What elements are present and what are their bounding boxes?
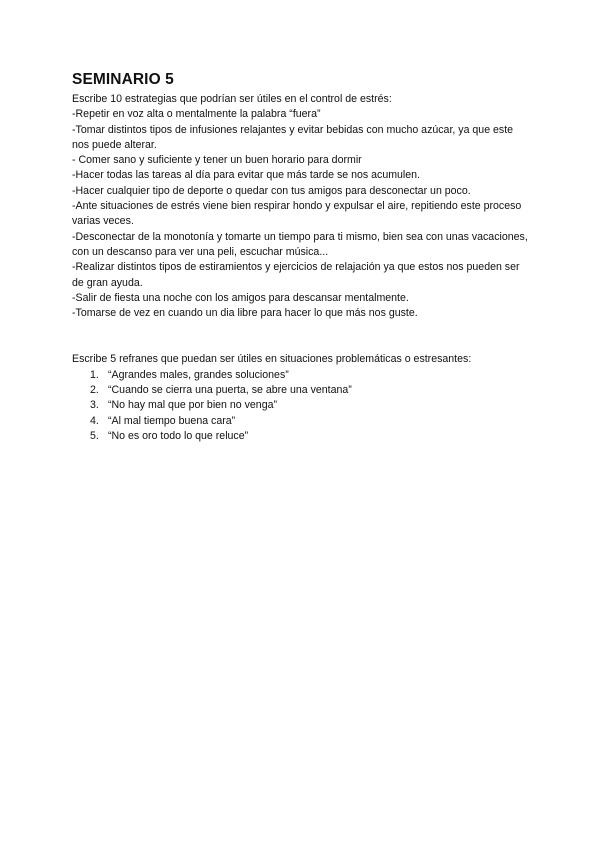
strategy-item: -Hacer todas las tareas al día para evitar que más tarde se nos acumulen.: [72, 169, 421, 182]
refran-text: “No hay mal que por bien no venga”: [108, 399, 278, 412]
refran-number: 1.: [90, 368, 99, 381]
refran-number: 2.: [90, 384, 99, 397]
strategy-item: -Salir de fiesta una noche con los amigos para descansar mentalmente.: [72, 291, 409, 304]
refranes-section: [72, 352, 532, 444]
strategy-item: -Tomar distintos tipos de infusiones relajantes y evitar bebidas con mucho azúcar, ya que este nos puede alterar.: [72, 123, 514, 151]
strategy-item: -Hacer cualquier tipo de deporte o quedar con tus amigos para desconectar un poco.: [72, 184, 471, 197]
document-content: [72, 71, 532, 444]
refran-item: [72, 383, 532, 398]
strategy-item: -Repetir en voz alta o mentalmente la palabra “fuera”: [72, 108, 321, 121]
refran-item: [72, 414, 532, 429]
refran-item: [72, 398, 532, 413]
question-refranes: Escribe 5 refranes que puedan ser útiles en situaciones problemáticas o estresantes:: [72, 353, 472, 366]
refran-text: “Al mal tiempo buena cara”: [108, 414, 236, 427]
page-title: SEMINARIO 5: [72, 71, 174, 88]
refranes-list: [72, 368, 532, 444]
refran-item: [72, 368, 532, 383]
strategy-item: -Tomarse de vez en cuando un dia libre para hacer lo que más nos guste.: [72, 307, 418, 320]
strategy-item: - Comer sano y suficiente y tener un buen horario para dormir: [72, 154, 362, 167]
refran-text: “Agrandes males, grandes soluciones”: [108, 368, 289, 381]
refran-text: “Cuando se cierra una puerta, se abre una ventana”: [108, 384, 352, 397]
strategies-list: [72, 107, 532, 321]
strategy-item: -Desconectar de la monotonía y tomarte un tiempo para ti mismo, bien sea con unas vacaciones, con un descanso para ver una peli, escuchar música...: [72, 230, 528, 258]
strategy-item: -Ante situaciones de estrés viene bien respirar hondo y expulsar el aire, repitiendo este proceso varias veces.: [72, 200, 522, 228]
refran-text: “No es oro todo lo que reluce”: [108, 429, 249, 442]
refran-item: [72, 429, 532, 444]
refran-number: 4.: [90, 414, 99, 427]
refran-number: 3.: [90, 399, 99, 412]
strategy-item: -Realizar distintos tipos de estiramientos y ejercicios de relajación ya que estos nos pueden ser de gran ayuda.: [72, 261, 520, 289]
refran-number: 5.: [90, 429, 99, 442]
question-strategies: Escribe 10 estrategias que podrían ser útiles en el control de estrés:: [72, 93, 392, 105]
